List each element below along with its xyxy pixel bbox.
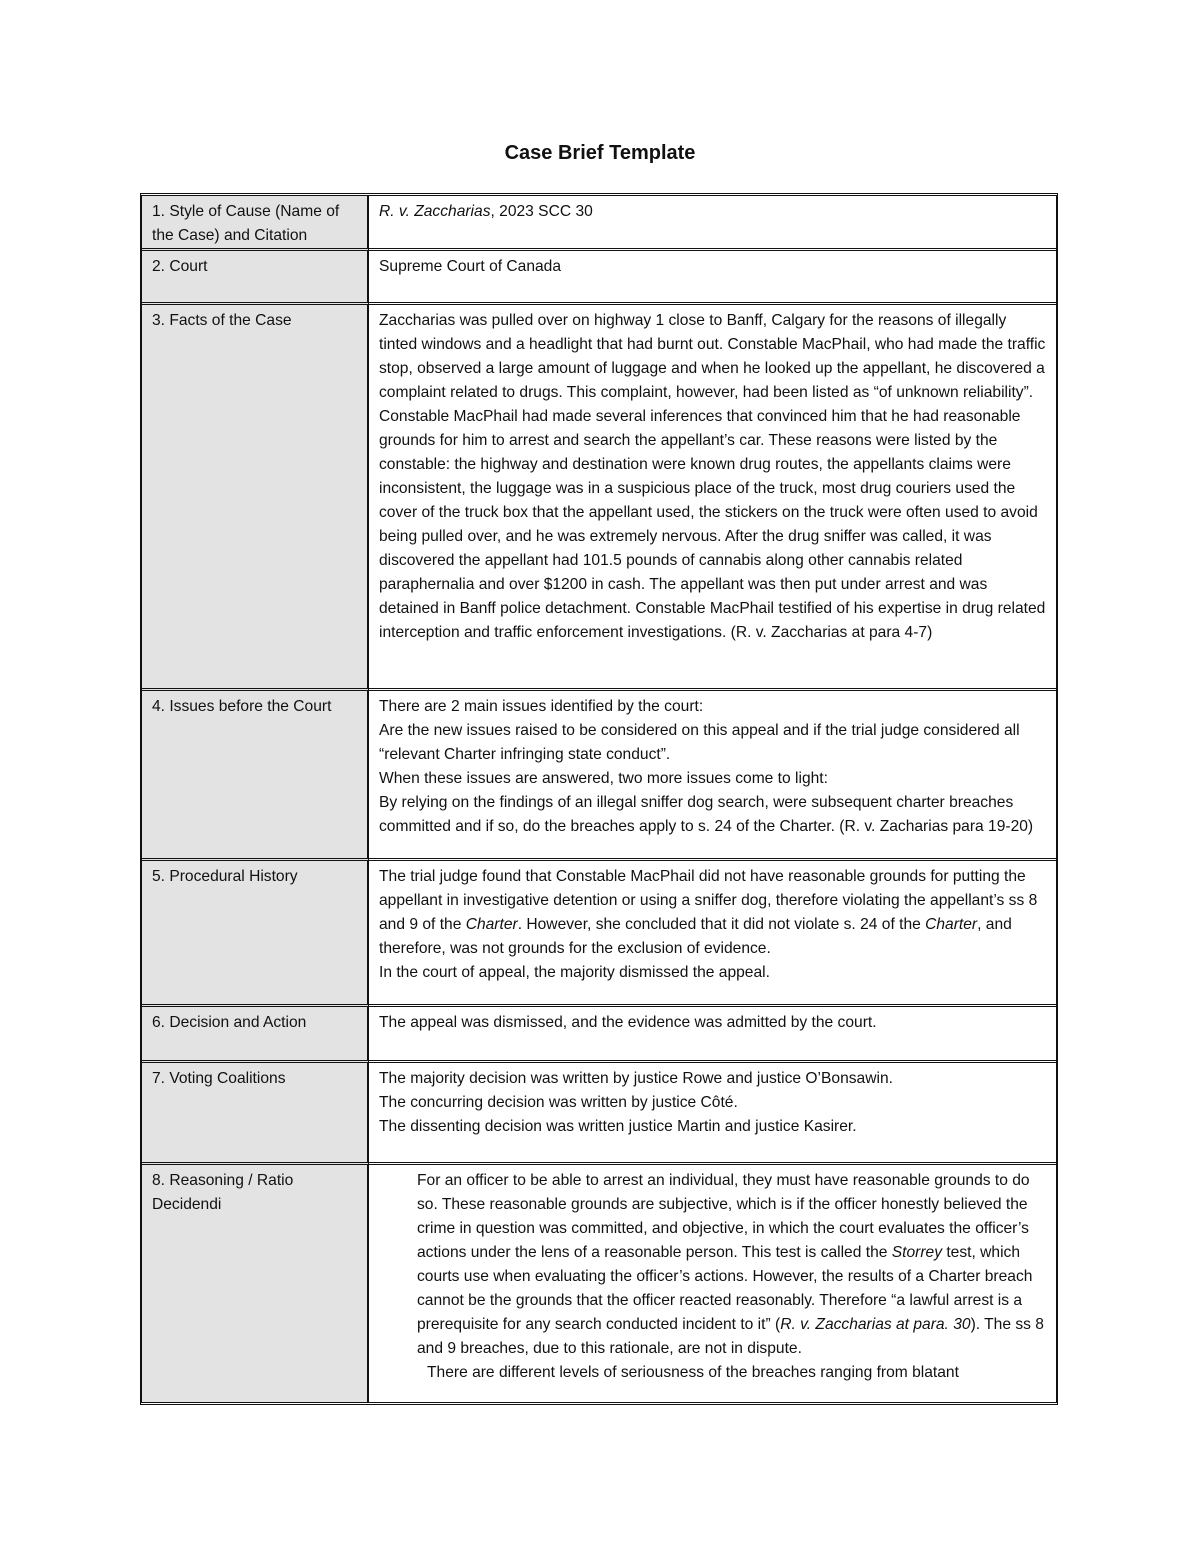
table-row	[142, 248, 1056, 302]
procedural-paragraph	[379, 865, 1046, 961]
row-value-voting-coalitions	[369, 1060, 1056, 1162]
table-row	[142, 196, 1056, 248]
citation-case-name: R. v. Zaccharias	[379, 203, 491, 220]
italic-run: Charter	[465, 916, 518, 933]
table-row	[142, 1162, 1056, 1402]
row-value-issues	[369, 688, 1056, 858]
row-label-reasoning: 8. Reasoning / Ratio Decidendi	[142, 1162, 369, 1402]
table-row	[142, 1004, 1056, 1060]
row-label-style-of-cause: 1. Style of Cause (Name of the Case) and Citation	[142, 196, 369, 248]
italic-run: R. v. Zaccharias at para. 30	[780, 1316, 971, 1333]
reasoning-paragraph	[379, 1169, 1046, 1361]
table-row	[142, 302, 1056, 688]
coalition-line: The majority decision was written by justice Rowe and justice O’Bonsawin.	[379, 1070, 893, 1087]
row-label-voting-coalitions: 7. Voting Coalitions	[142, 1060, 369, 1162]
row-label-procedural-history: 5. Procedural History	[142, 858, 369, 1004]
reasoning-paragraph: There are different levels of seriousness of the breaches ranging from blatant	[427, 1364, 959, 1381]
table-row	[142, 1060, 1056, 1162]
row-value-court: Supreme Court of Canada	[369, 248, 1056, 302]
coalition-line: The concurring decision was written by justice Côté.	[379, 1094, 738, 1111]
row-value-facts: Zaccharias was pulled over on highway 1 close to Banff, Calgary for the reasons of illegally tinted windows and a headlight that had burnt out. Constable MacPhail, who had made the traffic stop, observed a large amount of luggage and when he looked up the appellant, he discovered a complaint related to drugs. This complaint, however, had been listed as “of unknown reliability”. Constable MacPhail had made several inferences that convinced him that he had reasonable grounds for him to arrest and search the appellant’s car. These reasons were listed by the constable: the highway and destination were known drug routes, the appellants claims were inconsistent, the luggage was in a suspicious place of the truck, most drug couriers used the cover of the truck box that the appellant used, the stickers on the truck were often used to avoid being pulled over, and he was extremely nervous. After the drug sniffer was called, it was discovered the appellant had 101.5 pounds of cannabis along other cannabis related paraphernalia and over $1200 in cash. The appellant was then put under arrest and was detained in Banff police detachment. Constable MacPhail testified of his expertise in drug related interception and traffic enforcement investigations. (R. v. Zaccharias at para 4-7)	[369, 302, 1056, 688]
coalition-line: The dissenting decision was written justice Martin and justice Kasirer.	[379, 1118, 857, 1135]
table-row	[142, 858, 1056, 1004]
text-run: , and therefore, was not grounds for the exclusion of evidence.	[379, 916, 1012, 957]
table-row	[142, 688, 1056, 858]
row-value-decision: The appeal was dismissed, and the evidence was admitted by the court.	[369, 1004, 1056, 1060]
text-run: . However, she concluded that it did not violate s. 24 of the	[517, 916, 926, 933]
italic-run: Storrey	[891, 1244, 943, 1261]
row-label-facts: 3. Facts of the Case	[142, 302, 369, 688]
procedural-paragraph: In the court of appeal, the majority dismissed the appeal.	[379, 964, 770, 981]
issues-line: When these issues are answered, two more issues come to light:	[379, 770, 828, 787]
row-value-citation	[369, 196, 1056, 248]
case-brief-table	[140, 193, 1058, 1405]
issues-line: There are 2 main issues identified by the court:	[379, 698, 704, 715]
text-run: test, which courts use when evaluating the officer’s actions. However, the results of a Charter breach cannot be the grounds that the officer reacted reasonably. Therefore “a lawful arrest is a prerequisite for any search conducted incident to it” (	[417, 1244, 1033, 1333]
issues-line: Are the new issues raised to be considered on this appeal and if the trial judge considered all “relevant Charter infringing state conduct”.	[379, 722, 1020, 763]
text-run: ). The ss 8 and 9 breaches, due to this rationale, are not in dispute.	[417, 1316, 1044, 1357]
text-run: For an officer to be able to arrest an individual, they must have reasonable grounds to do so. These reasonable grounds are subjective, which is if the officer honestly believed the crime in question was committed, and objective, in which the court evaluates the officer’s actions under the lens of a reasonable person. This test is called the	[417, 1172, 1030, 1261]
row-label-issues: 4. Issues before the Court	[142, 688, 369, 858]
issues-line: By relying on the findings of an illegal sniffer dog search, were subsequent charter breaches committed and if so, do the breaches apply to s. 24 of the Charter. (R. v. Zacharias para 19-20)	[379, 794, 1034, 835]
citation-reference: , 2023 SCC 30	[490, 203, 593, 220]
italic-run: Charter	[925, 916, 978, 933]
page-title: Case Brief Template	[504, 142, 696, 164]
text-run: The trial judge found that Constable MacPhail did not have reasonable grounds for putting the appellant in investigative detention or using a sniffer dog, therefore violating the appellant’s ss 8 and 9 of the	[379, 868, 1038, 933]
row-label-court: 2. Court	[142, 248, 369, 302]
row-label-decision: 6. Decision and Action	[142, 1004, 369, 1060]
row-value-reasoning	[369, 1162, 1056, 1402]
row-value-procedural-history	[369, 858, 1056, 1004]
